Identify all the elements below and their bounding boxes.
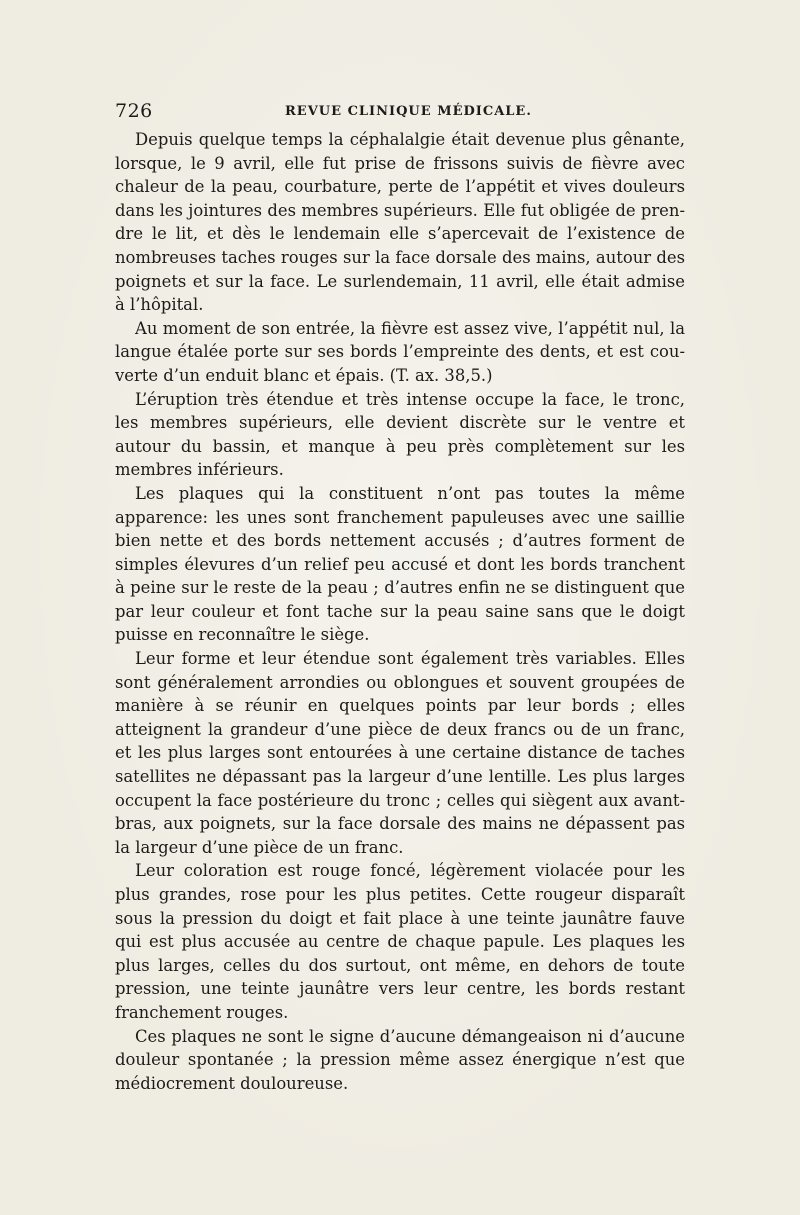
page-header: [115, 100, 685, 126]
paragraph-3: L’éruption très étendue et très intense occupe la face, le tronc, les membres supérieurs, elle devient discrète sur le ventre et autour du bassin, et manque à peu près complètement sur les membres inférieurs.: [115, 389, 685, 480]
paragraph-6: Leur coloration est rouge foncé, légèrement violacée pour les plus grandes, rose pour les plus petites. Cette rougeur disparaît sous la pression du doigt et fait place à une teinte jaunâtre fauve qui est plus accusée au centre de chaque papule. Les plaques les plus larges, celles du dos surtout, ont même, en dehors de toute pression, une teinte jaunâtre vers leur centre, les bords restant franchement rouges.: [115, 861, 685, 1022]
paragraph-2: Au moment de son entrée, la fièvre est assez vive, l’appétit nul, la langue étalée porte sur ses bords l’empreinte des dents, et est couverte d’un enduit blanc et épais. (T. ax. 38,5.): [115, 318, 685, 385]
paragraph-1: Depuis quelque temps la céphalalgie était devenue plus gênante, lorsque, le 9 avril, elle fut prise de frissons suivis de fièvre avec chaleur de la peau, courbature, perte de l’appétit et vives douleurs dans les jointures des membres supérieurs. Elle fut obligée de prendre le lit, et dès le lendemain elle s’apercevait de l’existence de nombreuses taches rouges sur la face dorsale des mains, autour des poignets et sur la face. Le surlendemain, 11 avril, elle était admise à l’hôpital.: [115, 130, 685, 315]
paragraph-7: Ces plaques ne sont le signe d’aucune démangeaison ni d’aucune douleur spontanée ; la pression même assez énergique n’est que médiocrement douloureuse.: [115, 1026, 685, 1093]
page-number: 726: [115, 100, 153, 122]
body-text: [115, 128, 685, 1095]
running-title: REVUE CLINIQUE MÉDICALE.: [285, 104, 532, 119]
paragraph-4: Les plaques qui la constituent n’ont pas toutes la même apparence: les unes sont franchement papuleuses avec une saillie bien nette et des bords nettement accusés ; d’autres forment de simples élevures d’un relief peu accusé et dont les bords tranchent à peine sur le reste de la peau ; d’autres enfin ne se distinguent que par leur couleur et font tache sur la peau saine sans que le doigt puisse en reconnaître le siège.: [115, 483, 685, 645]
paragraph-5: Leur forme et leur étendue sont également très variables. Elles sont généralement arrondies ou oblongues et souvent groupées de manière à se réunir en quelques points par leur bords ; elles atteignent la grandeur d’une pièce de deux francs ou de un franc, et les plus larges sont entourées à une certaine distance de taches satellites ne dépassant pas la largeur d’une lentille. Les plus larges occupent la face postérieure du tronc ; celles qui siègent aux avant-bras, aux poignets, sur la face dorsale des mains ne dépassent pas la largeur d’une pièce de un franc.: [115, 649, 685, 857]
